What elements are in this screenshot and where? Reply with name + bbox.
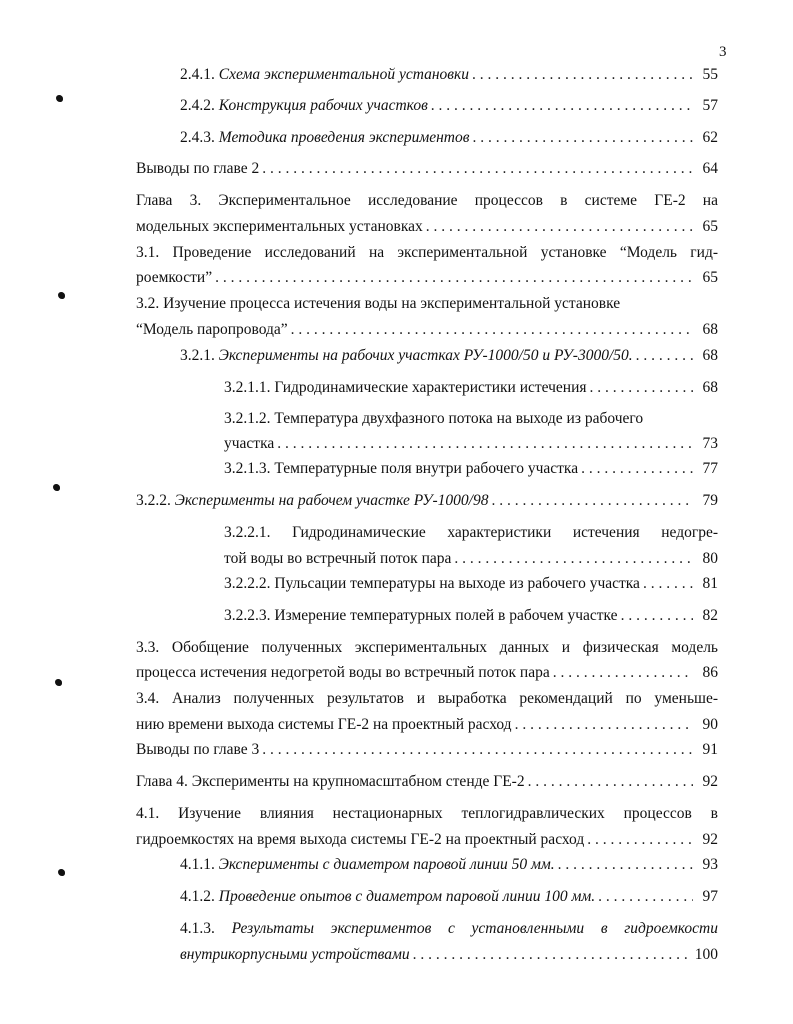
- leader-dots: [621, 606, 693, 626]
- entry-page: 73: [702, 435, 718, 452]
- entry-title: “Модель паропровода”: [136, 321, 288, 338]
- entry-title: Эксперименты на рабочем участке РУ-1000/98: [174, 492, 489, 509]
- entry-number: 3.2.1.: [180, 347, 215, 364]
- page-number: 3: [719, 44, 727, 60]
- entry-title: внутрикорпусными устройствами: [180, 946, 410, 963]
- leader-dots: [277, 434, 693, 454]
- toc-entry-3-3: [136, 663, 718, 683]
- leader-dots: [413, 945, 692, 965]
- entry-title: нию времени выхода системы ГЕ-2 на проектный расход: [136, 716, 512, 733]
- scan-mark: [58, 292, 65, 299]
- toc-entry-3-2-2-1-line1: 3.2.2.1. Гидродинамические характеристики истечения недогре-: [224, 524, 718, 541]
- entry-page: 93: [702, 856, 718, 873]
- entry-page: 80: [702, 550, 718, 567]
- entry-page: 79: [702, 492, 718, 509]
- toc-entry-3-2-1-2-line1: 3.2.1.2. Температура двухфазного потока на выходе из рабочего: [224, 410, 644, 427]
- toc-entry-4-1-1: [180, 855, 718, 875]
- entry-page: 92: [702, 831, 718, 848]
- leader-dots: [472, 65, 693, 85]
- toc-entry-3-4: [136, 715, 718, 735]
- toc-entry-3-2-1: [180, 346, 718, 366]
- leader-dots: [262, 159, 693, 179]
- entry-title: 3.2.2.2. Пульсации температуры на выходе из рабочего участка: [224, 575, 640, 592]
- entry-number: 2.4.3.: [180, 129, 215, 146]
- toc-entry-3-4-line1: 3.4. Анализ полученных результатов и выработка рекомендаций по уменьше-: [136, 690, 718, 707]
- leader-dots: [587, 830, 693, 850]
- leader-dots: [454, 549, 693, 569]
- leader-dots: [636, 346, 693, 366]
- entry-title: Эксперименты с диаметром паровой линии 50 мм.: [218, 856, 555, 873]
- toc-entry-conclusions-3: [136, 740, 718, 760]
- entry-number: 4.1.2.: [180, 888, 215, 905]
- toc-entry-2-4-1: [180, 65, 718, 85]
- toc-entry-4-1: [136, 830, 718, 850]
- entry-page: 92: [702, 773, 718, 790]
- entry-page: 65: [702, 218, 718, 235]
- entry-page: 64: [702, 160, 718, 177]
- entry-page: 65: [702, 269, 718, 286]
- entry-page: 90: [702, 716, 718, 733]
- leader-dots: [215, 268, 693, 288]
- entry-page: 91: [702, 741, 718, 758]
- entry-page: 86: [702, 664, 718, 681]
- entry-page: 81: [702, 575, 718, 592]
- entry-page: 77: [702, 460, 718, 477]
- entry-page: 57: [702, 97, 718, 114]
- entry-number: 4.1.3.: [180, 920, 215, 937]
- toc-entry-4-1-3-line1: [180, 919, 718, 939]
- entry-title: гидроемкостях на время выхода системы ГЕ-2 на проектный расход: [136, 831, 585, 848]
- scan-mark: [58, 869, 65, 876]
- entry-page: 68: [702, 379, 718, 396]
- entry-title: Выводы по главе 2: [136, 160, 260, 177]
- entry-page: 68: [702, 321, 718, 338]
- toc-entry-chapter-3: [136, 217, 718, 237]
- entry-title: процесса истечения недогретой воды во встречный поток пара: [136, 664, 550, 681]
- toc-entry-chapter-4: [136, 772, 718, 792]
- toc-entry-3-2-1-1: [224, 378, 718, 398]
- toc-entry-3-3-line1: 3.3. Обобщение полученных экспериментальных данных и физическая модель: [136, 639, 718, 656]
- leader-dots: [558, 855, 693, 875]
- entry-page: 82: [702, 607, 718, 624]
- toc-entry-conclusions-2: [136, 159, 718, 179]
- leader-dots: [515, 715, 693, 735]
- entry-number: 2.4.2.: [180, 97, 215, 114]
- scan-mark: [56, 95, 63, 102]
- toc-entry-4-1-2: [180, 887, 718, 907]
- leader-dots: [590, 378, 693, 398]
- leader-dots: [472, 128, 693, 148]
- toc-entry-4-1-3: [180, 945, 718, 965]
- entry-title: роемкости”: [136, 269, 213, 286]
- toc-entry-3-2-2: [136, 491, 718, 511]
- entry-title: 3.2.1.3. Температурные поля внутри рабочего участка: [224, 460, 579, 477]
- toc-entry-3-1: [136, 268, 718, 288]
- toc-entry-3-1-line1: 3.1. Проведение исследований на экспериментальной установке “Модель гид-: [136, 244, 718, 261]
- toc-entry-3-2-2-2: [224, 574, 718, 594]
- toc-entry-4-1-line1: 4.1. Изучение влияния нестационарных теплогидравлических процессов в: [136, 805, 718, 822]
- leader-dots: [528, 772, 693, 792]
- entry-title: Выводы по главе 3: [136, 741, 260, 758]
- leader-dots: [431, 96, 693, 116]
- toc-entry-3-2-2-3: [224, 606, 718, 626]
- entry-page: 62: [702, 129, 718, 146]
- entry-title: Конструкция рабочих участков: [218, 97, 428, 114]
- toc-entry-2-4-2: [180, 96, 718, 116]
- leader-dots: [553, 663, 693, 683]
- entry-title: Проведение опытов с диаметром паровой линии 100 мм.: [218, 888, 596, 905]
- entry-number: 2.4.1.: [180, 66, 215, 83]
- leader-dots: [598, 887, 693, 907]
- toc-entry-2-4-3: [180, 128, 718, 148]
- entry-title-line1: Результаты экспериментов с установленными в гидроемкости: [231, 920, 718, 937]
- toc-entry-3-2-1-2: [224, 434, 718, 454]
- scan-mark: [55, 679, 62, 686]
- entry-number: 4.1.1.: [180, 856, 215, 873]
- leader-dots: [643, 574, 693, 594]
- scan-mark: [53, 484, 60, 491]
- entry-page: 55: [702, 66, 718, 83]
- toc-entry-3-2-2-1: [224, 549, 718, 569]
- leader-dots: [426, 217, 693, 237]
- entry-title: Методика проведения экспериментов: [218, 129, 470, 146]
- entry-page: 68: [702, 347, 718, 364]
- entry-page: 97: [702, 888, 718, 905]
- entry-title: модельных экспериментальных установках: [136, 218, 423, 235]
- leader-dots: [492, 491, 694, 511]
- entry-title: 3.2.2.3. Измерение температурных полей в рабочем участке: [224, 607, 618, 624]
- entry-title: той воды во встречный поток пара: [224, 550, 452, 567]
- entry-title: участка: [224, 435, 275, 452]
- entry-title: Эксперименты на рабочих участках РУ-1000/50 и РУ-3000/50.: [218, 347, 633, 364]
- entry-title: 3.2.1.1. Гидродинамические характеристики истечения: [224, 379, 587, 396]
- entry-number: 3.2.2.: [136, 492, 171, 509]
- leader-dots: [291, 320, 693, 340]
- toc-entry-chapter-3-line1: Глава 3. Экспериментальное исследование процессов в системе ГЕ-2 на: [136, 192, 718, 209]
- entry-page: 100: [694, 946, 718, 963]
- entry-title: Глава 4. Эксперименты на крупномасштабном стенде ГЕ-2: [136, 773, 525, 790]
- toc-entry-3-2-1-3: [224, 459, 718, 479]
- toc-entry-3-2-line1: 3.2. Изучение процесса истечения воды на экспериментальной установке: [136, 295, 621, 312]
- leader-dots: [262, 740, 693, 760]
- toc-entry-3-2: [136, 320, 718, 340]
- leader-dots: [581, 459, 693, 479]
- entry-title: Схема экспериментальной установки: [218, 66, 470, 83]
